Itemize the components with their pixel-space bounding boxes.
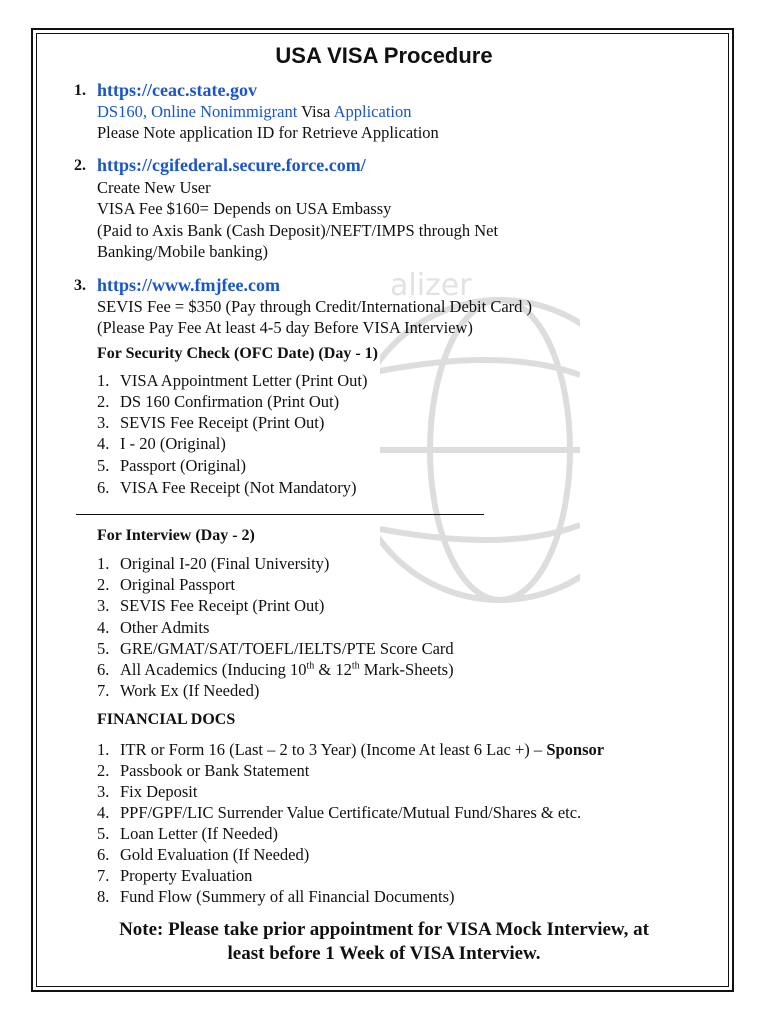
- step-line: (Please Pay Fee At least 4-5 day Before VISA Interview): [97, 318, 473, 337]
- list-item: 2. Passbook or Bank Statement: [97, 761, 310, 780]
- list-item: 5. Loan Letter (If Needed): [97, 824, 279, 843]
- step-line: Create New User: [97, 178, 211, 197]
- list-item: 7. Work Ex (If Needed): [97, 681, 260, 700]
- section-heading: For Interview (Day - 2): [97, 527, 255, 544]
- list-item: 1. VISA Appointment Letter (Print Out): [97, 371, 368, 390]
- list-item: 4. Other Admits: [97, 618, 210, 637]
- list-item: 6. Gold Evaluation (If Needed): [97, 845, 310, 864]
- list-item: 4. PPF/GPF/LIC Surrender Value Certificate/Mutual Fund/Shares & etc.: [97, 803, 582, 822]
- list-item: 5. Passport (Original): [97, 456, 247, 475]
- step-number: 2.: [74, 157, 86, 174]
- list-item: 1. Original I-20 (Final University): [97, 554, 330, 573]
- section-heading: For Security Check (OFC Date) (Day - 1): [97, 345, 378, 362]
- list-item: 3. Fix Deposit: [97, 782, 198, 801]
- list-item: 8. Fund Flow (Summery of all Financial Documents): [97, 887, 455, 906]
- divider: [76, 514, 484, 515]
- step-line: DS160, Online Nonimmigrant Visa Application: [97, 102, 412, 121]
- step-line: VISA Fee $160= Depends on USA Embassy: [97, 199, 392, 218]
- step-line: (Paid to Axis Bank (Cash Deposit)/NEFT/IMPS through Net: [97, 221, 499, 240]
- step-number: 3.: [74, 277, 86, 294]
- list-item: 1. ITR or Form 16 (Last – 2 to 3 Year) (Income At least 6 Lac +) – Sponsor: [97, 740, 605, 759]
- list-item: 2. Original Passport: [97, 575, 236, 594]
- list-item: 3. SEVIS Fee Receipt (Print Out): [97, 413, 325, 432]
- step-link[interactable]: https://ceac.state.gov: [97, 80, 257, 100]
- list-item: 5. GRE/GMAT/SAT/TOEFL/IELTS/PTE Score Card: [97, 639, 454, 658]
- list-item: 6. All Academics (Inducing 10th & 12th Mark-Sheets): [97, 660, 454, 679]
- step-line: SEVIS Fee = $350 (Pay through Credit/International Debit Card ): [97, 297, 533, 316]
- list-item: 7. Property Evaluation: [97, 866, 253, 885]
- page-title: USA VISA Procedure: [275, 43, 493, 68]
- step-link[interactable]: https://www.fmjfee.com: [97, 275, 280, 295]
- list-item: 4. I - 20 (Original): [97, 434, 226, 453]
- svg-text:alizer: alizer: [390, 268, 472, 303]
- step-number: 1.: [74, 82, 86, 99]
- step-line: Banking/Mobile banking): [97, 242, 268, 261]
- list-item: 3. SEVIS Fee Receipt (Print Out): [97, 596, 325, 615]
- step-link[interactable]: https://cgifederal.secure.force.com/: [97, 155, 366, 175]
- footer-note: Note: Please take prior appointment for VISA Mock Interview, at least before 1 Week of VISA Interview.: [119, 919, 649, 964]
- list-item: 6. VISA Fee Receipt (Not Mandatory): [97, 478, 357, 497]
- section-heading: FINANCIAL DOCS: [97, 711, 236, 728]
- list-item: 2. DS 160 Confirmation (Print Out): [97, 392, 340, 411]
- step-line: Please Note application ID for Retrieve Application: [97, 123, 439, 142]
